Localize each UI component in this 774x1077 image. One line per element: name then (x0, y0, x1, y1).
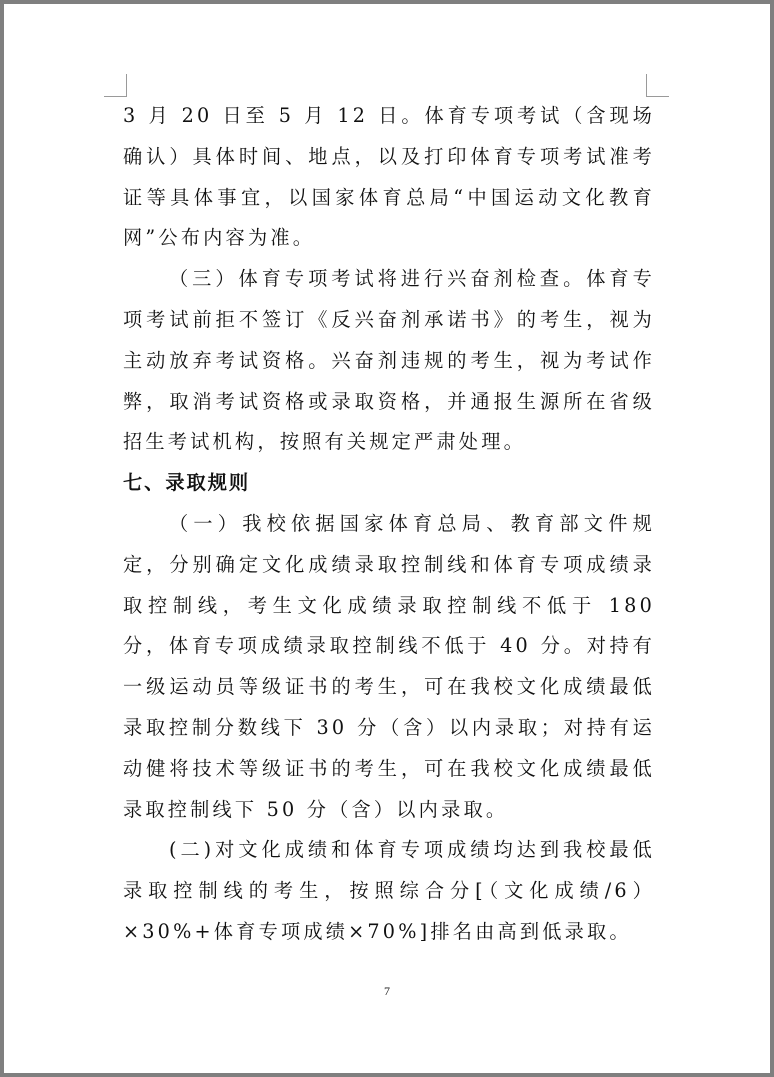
paragraph-composite-score: (二)对文化成绩和体育专项成绩均达到我校最低录取控制线的考生，按照综合分[（文化成绩/6）×30%+体育专项成绩×70%]排名由高到低录取。 (123, 838, 655, 943)
crop-mark-top-right (646, 74, 669, 97)
paragraph-doping-check: （三）体育专项考试将进行兴奋剂检查。体育专项考试前拒不签订《反兴奋剂承诺书》的考生，视为主动放弃考试资格。兴奋剂违规的考生，视为考试作弊，取消考试资格或录取资格，并通报生源所在省级招生考试机构，按照有关规定严肃处理。 (123, 267, 655, 454)
crop-mark-top-left (104, 74, 127, 97)
document-body (123, 96, 655, 953)
section-heading-admission-rules: 七、录取规则 (123, 471, 251, 495)
document-page (4, 4, 770, 1073)
paragraph-exam-schedule: 3 月 20 日至 5 月 12 日。体育专项考试（含现场确认）具体时间、地点，以及打印体育专项考试准考证等具体事宜，以国家体育总局“中国运动文化教育网”公布内容为准。 (123, 104, 655, 250)
paragraph-admission-cutoff: （一）我校依据国家体育总局、教育部文件规定，分别确定文化成绩录取控制线和体育专项成绩录取控制线，考生文化成绩录取控制线不低于 180 分，体育专项成绩录取控制线不低于 40 分。对持有一级运动员等级证书的考生，可在我校文化成绩最低录取控制分数线下 30 分（含）以内录取；对持有运动健将技术等级证书的考生，可在我校文化成绩最低录取控制线下 50 分（含）以内录取。 (123, 511, 655, 821)
page-number: 7 (384, 984, 390, 998)
